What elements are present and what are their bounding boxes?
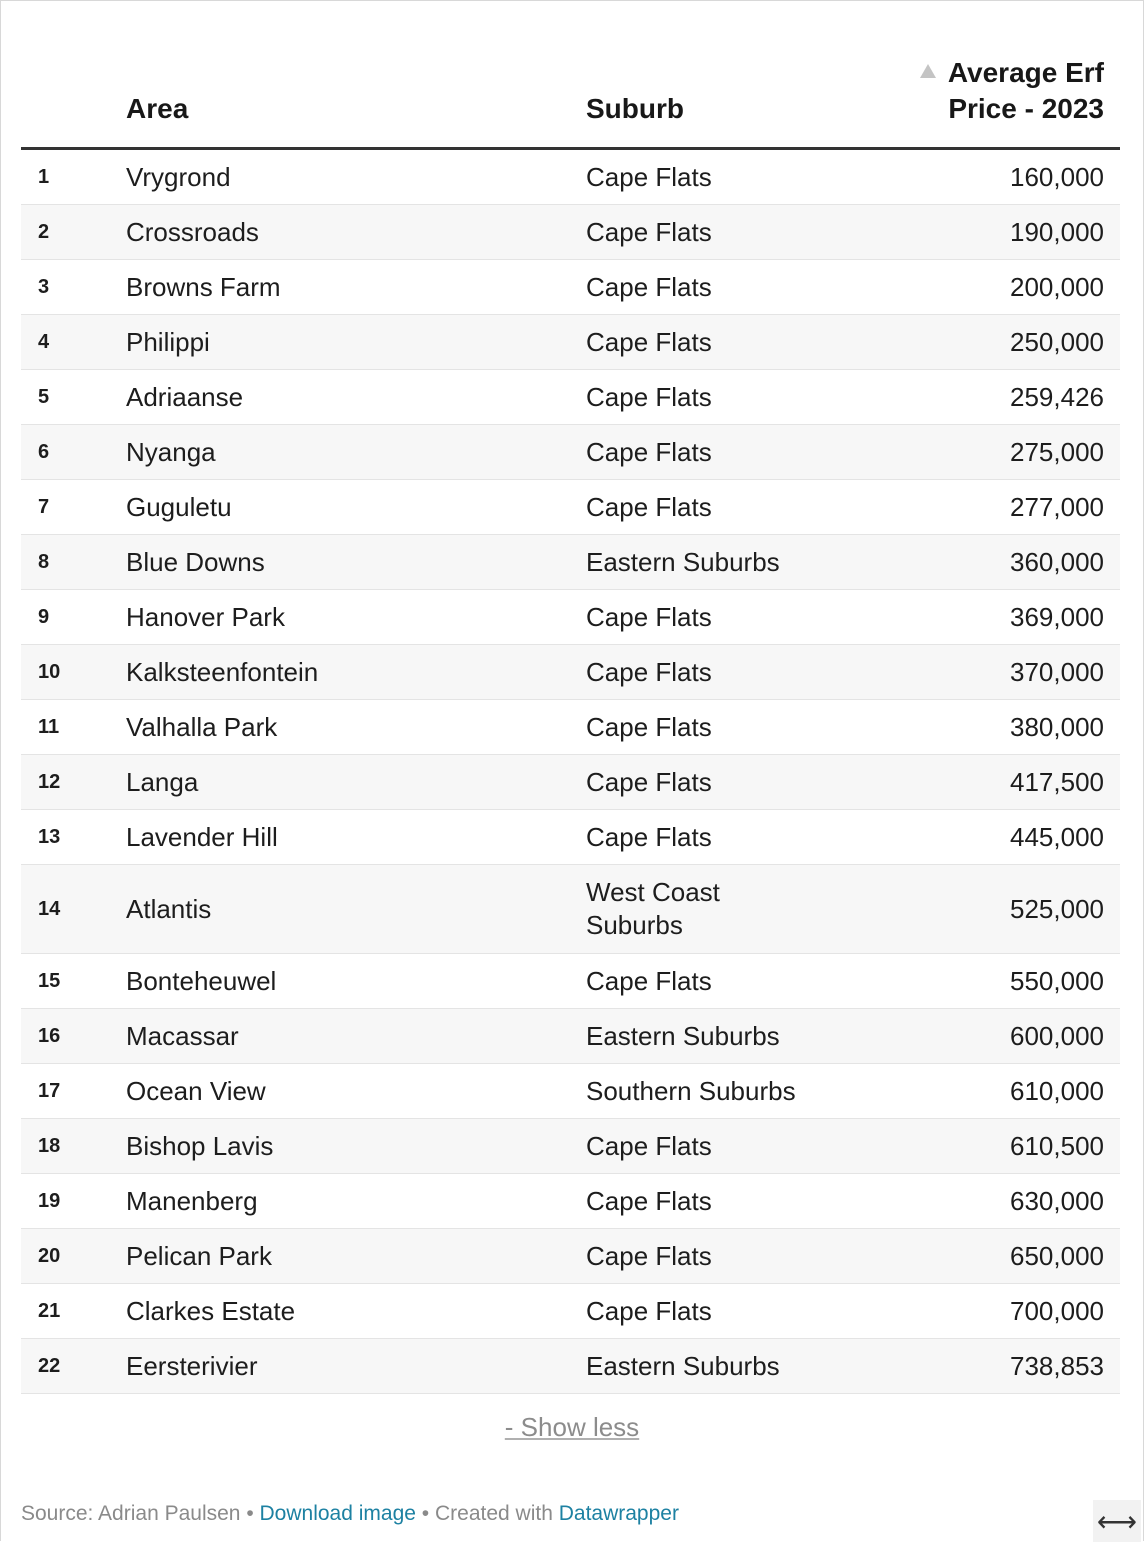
row-price: 550,000 xyxy=(886,954,1120,1009)
row-area: Atlantis xyxy=(126,865,586,954)
row-suburb: Cape Flats xyxy=(586,700,886,755)
row-area: Adriaanse xyxy=(126,370,586,425)
row-area: Bonteheuwel xyxy=(126,954,586,1009)
row-price: 600,000 xyxy=(886,1009,1120,1064)
row-area: Blue Downs xyxy=(126,535,586,590)
header-row xyxy=(21,55,1120,149)
row-area: Guguletu xyxy=(126,480,586,535)
table-row xyxy=(21,1009,1120,1064)
row-price: 360,000 xyxy=(886,535,1120,590)
row-suburb: Cape Flats xyxy=(586,315,886,370)
row-rank: 18 xyxy=(21,1119,126,1174)
sort-ascending-icon xyxy=(920,64,936,78)
row-rank: 12 xyxy=(21,755,126,810)
row-price: 700,000 xyxy=(886,1284,1120,1339)
row-suburb: Cape Flats xyxy=(586,1229,886,1284)
table-row xyxy=(21,954,1120,1009)
table-row xyxy=(21,205,1120,260)
row-area: Browns Farm xyxy=(126,260,586,315)
table-row xyxy=(21,370,1120,425)
row-area: Eersterivier xyxy=(126,1339,586,1394)
table-row xyxy=(21,425,1120,480)
row-area: Hanover Park xyxy=(126,590,586,645)
row-area: Crossroads xyxy=(126,205,586,260)
table-row xyxy=(21,865,1120,954)
header-rank[interactable] xyxy=(21,55,126,149)
table-row xyxy=(21,1284,1120,1339)
row-price: 250,000 xyxy=(886,315,1120,370)
row-price: 190,000 xyxy=(886,205,1120,260)
row-rank: 8 xyxy=(21,535,126,590)
row-area: Nyanga xyxy=(126,425,586,480)
row-rank: 13 xyxy=(21,810,126,865)
table-row xyxy=(21,315,1120,370)
row-price: 380,000 xyxy=(886,700,1120,755)
row-rank: 17 xyxy=(21,1064,126,1119)
row-rank: 1 xyxy=(21,149,126,205)
row-area: Lavender Hill xyxy=(126,810,586,865)
row-price: 277,000 xyxy=(886,480,1120,535)
row-suburb: Cape Flats xyxy=(586,205,886,260)
row-price: 610,500 xyxy=(886,1119,1120,1174)
row-suburb: Cape Flats xyxy=(586,810,886,865)
row-price: 610,000 xyxy=(886,1064,1120,1119)
row-price: 370,000 xyxy=(886,645,1120,700)
row-suburb: Cape Flats xyxy=(586,954,886,1009)
row-rank: 2 xyxy=(21,205,126,260)
row-area: Ocean View xyxy=(126,1064,586,1119)
row-area: Philippi xyxy=(126,315,586,370)
table-row xyxy=(21,260,1120,315)
row-rank: 19 xyxy=(21,1174,126,1229)
data-table xyxy=(21,55,1120,1394)
source-text: Source: Adrian Paulsen xyxy=(21,1502,241,1525)
row-price: 200,000 xyxy=(886,260,1120,315)
row-suburb: Cape Flats xyxy=(586,1284,886,1339)
table-body xyxy=(21,149,1120,1394)
footer-separator: • xyxy=(240,1502,260,1525)
row-price: 630,000 xyxy=(886,1174,1120,1229)
download-image-link[interactable]: Download image xyxy=(259,1502,416,1525)
footer-separator: • xyxy=(415,1502,435,1525)
row-price: 417,500 xyxy=(886,755,1120,810)
header-price-line1: Average Erf xyxy=(947,57,1104,88)
header-area[interactable]: Area xyxy=(126,55,586,149)
row-rank: 7 xyxy=(21,480,126,535)
row-rank: 15 xyxy=(21,954,126,1009)
footer xyxy=(21,1502,679,1526)
table-row xyxy=(21,1174,1120,1229)
table-row xyxy=(21,1229,1120,1284)
row-suburb: Cape Flats xyxy=(586,149,886,205)
header-average-erf-price[interactable] xyxy=(886,55,1120,149)
row-price: 445,000 xyxy=(886,810,1120,865)
row-price: 369,000 xyxy=(886,590,1120,645)
row-rank: 3 xyxy=(21,260,126,315)
row-rank: 21 xyxy=(21,1284,126,1339)
row-suburb: Cape Flats xyxy=(586,1119,886,1174)
table-row xyxy=(21,810,1120,865)
row-rank: 11 xyxy=(21,700,126,755)
row-suburb: Eastern Suburbs xyxy=(586,535,886,590)
row-area: Langa xyxy=(126,755,586,810)
row-rank: 16 xyxy=(21,1009,126,1064)
row-price: 650,000 xyxy=(886,1229,1120,1284)
table-row xyxy=(21,480,1120,535)
row-suburb: Cape Flats xyxy=(586,1174,886,1229)
row-price: 160,000 xyxy=(886,149,1120,205)
row-suburb: Cape Flats xyxy=(586,590,886,645)
table-row xyxy=(21,1119,1120,1174)
row-suburb: Eastern Suburbs xyxy=(586,1339,886,1394)
table-row xyxy=(21,590,1120,645)
row-suburb: Cape Flats xyxy=(586,480,886,535)
header-price-line2: Price - 2023 xyxy=(948,93,1104,124)
row-rank: 4 xyxy=(21,315,126,370)
row-rank: 14 xyxy=(21,865,126,954)
created-with-text: Created with xyxy=(434,1502,553,1525)
row-suburb: Cape Flats xyxy=(586,425,886,480)
row-suburb: Cape Flats xyxy=(586,755,886,810)
table-row xyxy=(21,1064,1120,1119)
row-price: 738,853 xyxy=(886,1339,1120,1394)
row-area: Bishop Lavis xyxy=(126,1119,586,1174)
row-area: Kalksteenfontein xyxy=(126,645,586,700)
row-area: Manenberg xyxy=(126,1174,586,1229)
row-rank: 5 xyxy=(21,370,126,425)
row-area: Clarkes Estate xyxy=(126,1284,586,1339)
row-suburb: Cape Flats xyxy=(586,645,886,700)
row-suburb: Cape Flats xyxy=(586,260,886,315)
row-suburb: West Coast Suburbs xyxy=(586,865,886,954)
row-price: 275,000 xyxy=(886,425,1120,480)
row-suburb: Cape Flats xyxy=(586,370,886,425)
row-suburb: Eastern Suburbs xyxy=(586,1009,886,1064)
table-row xyxy=(21,755,1120,810)
row-rank: 10 xyxy=(21,645,126,700)
expand-width-button[interactable] xyxy=(1093,1500,1141,1542)
row-rank: 9 xyxy=(21,590,126,645)
row-area: Pelican Park xyxy=(126,1229,586,1284)
row-rank: 20 xyxy=(21,1229,126,1284)
table-row xyxy=(21,535,1120,590)
horizontal-resize-icon: ⟷ xyxy=(1096,1505,1138,1537)
table-row xyxy=(21,700,1120,755)
datawrapper-link[interactable]: Datawrapper xyxy=(558,1502,679,1525)
show-less-button[interactable]: - Show less xyxy=(504,1412,640,1442)
row-price: 259,426 xyxy=(886,370,1120,425)
header-suburb[interactable]: Suburb xyxy=(586,55,886,149)
row-rank: 6 xyxy=(21,425,126,480)
table-row xyxy=(21,1339,1120,1394)
table-row xyxy=(21,645,1120,700)
row-suburb: Southern Suburbs xyxy=(586,1064,886,1119)
row-rank: 22 xyxy=(21,1339,126,1394)
table-row xyxy=(21,149,1120,205)
row-area: Macassar xyxy=(126,1009,586,1064)
row-area: Vrygrond xyxy=(126,149,586,205)
row-area: Valhalla Park xyxy=(126,700,586,755)
row-price: 525,000 xyxy=(886,865,1120,954)
